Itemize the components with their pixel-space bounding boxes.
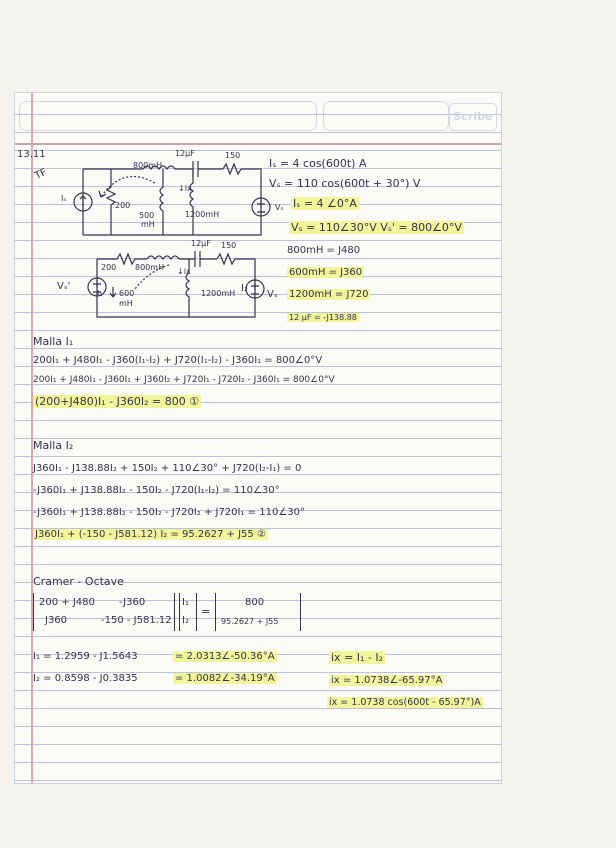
result-i2-polar: = 1.0082∠-34.19°A: [175, 673, 275, 684]
circuit1-r-top-label: 150: [225, 151, 241, 160]
given-1200mh: 1200mH = J720: [289, 289, 369, 300]
matrix-a11: 200 + J480: [39, 597, 95, 608]
tf-label: TF: [33, 167, 49, 182]
given-vs-phasors: Vₛ = 110∠30°V Vₛ' = 800∠0°V: [291, 221, 462, 234]
circuit1-c-top-label: 12μF: [175, 149, 195, 158]
malla1-line-2: 200I₁ + J480I₁ - J360I₁ + J360I₂ + J720I₁ - J720I₂ - J360I₁ = 800∠0°V: [33, 375, 335, 385]
given-vs-time: Vₛ = 110 cos(600t + 30°) V: [269, 177, 421, 190]
circuit2-r-top-label: 150: [221, 241, 237, 250]
malla1-line-3: (200+J480)I₁ - J360I₂ = 800 ①: [35, 395, 200, 408]
circuit1-source-right-label: Vₛ: [275, 203, 284, 212]
given-is-time: Iₛ = 4 cos(600t) A: [269, 157, 367, 170]
given-800mh: 800mH = J480: [287, 245, 361, 256]
vector-b2: 95.2627 + J55: [221, 617, 279, 626]
problem-number: 13.11: [17, 149, 46, 160]
top-rule: [15, 143, 501, 145]
circuit1-l-mid-value: 500: [139, 211, 155, 220]
given-600mh: 600mH = J360: [289, 267, 363, 278]
malla2-line-2: -J360I₁ + J138.88I₂ - 150I₂ - J720(I₁-I₂) = 110∠30°: [33, 485, 280, 496]
given-12uf: 12 μF = -J138.88: [289, 313, 357, 322]
malla1-title: Malla I₁: [33, 335, 74, 348]
notebook-page: [14, 92, 502, 784]
circuit-1-diagram: [43, 157, 293, 247]
result-ix-definition: ix = I₁ - I₂: [331, 651, 384, 664]
malla2-line-3: -J360I₁ + J138.88I₂ - 150I₂ - J720I₂ + J720I₁ = 110∠30°: [33, 507, 306, 518]
matrix-a12: -J360: [119, 597, 146, 608]
matrix-a22: -150 - J581.12: [101, 615, 172, 626]
result-i2-rect: I₂ = 0.8598 - J0.3835: [33, 673, 138, 684]
circuit1-ix-label: ↓ix: [178, 184, 192, 193]
malla2-title: Malla I₂: [33, 439, 74, 452]
notebook-logo: Scribe: [449, 103, 497, 131]
circuit2-l-mid-unit: mH: [119, 299, 133, 308]
bleed-through-box: [19, 101, 317, 131]
circuit2-l-top-label: 800mH: [135, 263, 165, 272]
circuit2-r-top-left-label: 200: [101, 263, 117, 272]
circuit1-source-left-label: Iₛ: [61, 194, 67, 203]
malla2-line-4: J360I₁ + (-150 - J581.12) I₂ = 95.2627 + J55 ②: [35, 529, 266, 540]
malla2-line-1: J360I₁ - J138.88I₂ + 150I₂ + 110∠30° + J720(I₂-I₁) = 0: [33, 463, 302, 474]
circuit1-l-mid-unit: mH: [141, 220, 155, 229]
circuit2-source-left-label: Vₛ': [57, 281, 71, 292]
result-ix-time: ix = 1.0738 cos(600t - 65.97°)A: [329, 697, 481, 708]
bleed-through-box: [323, 101, 449, 131]
circuit2-i2-label: I₂: [241, 283, 248, 294]
circuit2-ix-label: ↓ix: [177, 267, 191, 276]
vector-x1: I₁: [182, 597, 189, 608]
cramer-title: Cramer - Octave: [33, 575, 124, 588]
matrix-a21: J360: [45, 615, 68, 626]
circuit2-c-top-label: 12μF: [191, 239, 211, 248]
malla1-line-1: 200I₁ + J480I₁ - J360(I₁-I₂) + J720(I₁-I₂) - J360I₁ = 800∠0°V: [33, 355, 323, 366]
circuit1-l-right-label: 1200mH: [185, 210, 220, 219]
result-i1-polar: = 2.0313∠-50.36°A: [175, 651, 275, 662]
circuit2-i1-label: I₁: [97, 289, 103, 298]
circuit1-r-left-label: 200: [115, 201, 131, 210]
circuit2-source-right-label: Vₛ: [267, 289, 278, 300]
circuit1-l-top-label: 800mH: [133, 161, 163, 170]
matrix-equals: =: [201, 605, 211, 618]
vector-b1: 800: [245, 597, 265, 608]
circuit2-l-mid-value: 600: [119, 289, 135, 298]
result-i1-rect: I₁ = 1.2959 - J1.5643: [33, 651, 138, 662]
vector-x2: I₂: [182, 615, 189, 626]
given-is-phasor: Iₛ = 4 ∠0°A: [293, 197, 357, 210]
result-ix-polar: ix = 1.0738∠-65.97°A: [331, 675, 443, 686]
circuit2-l-right-label: 1200mH: [201, 289, 236, 298]
